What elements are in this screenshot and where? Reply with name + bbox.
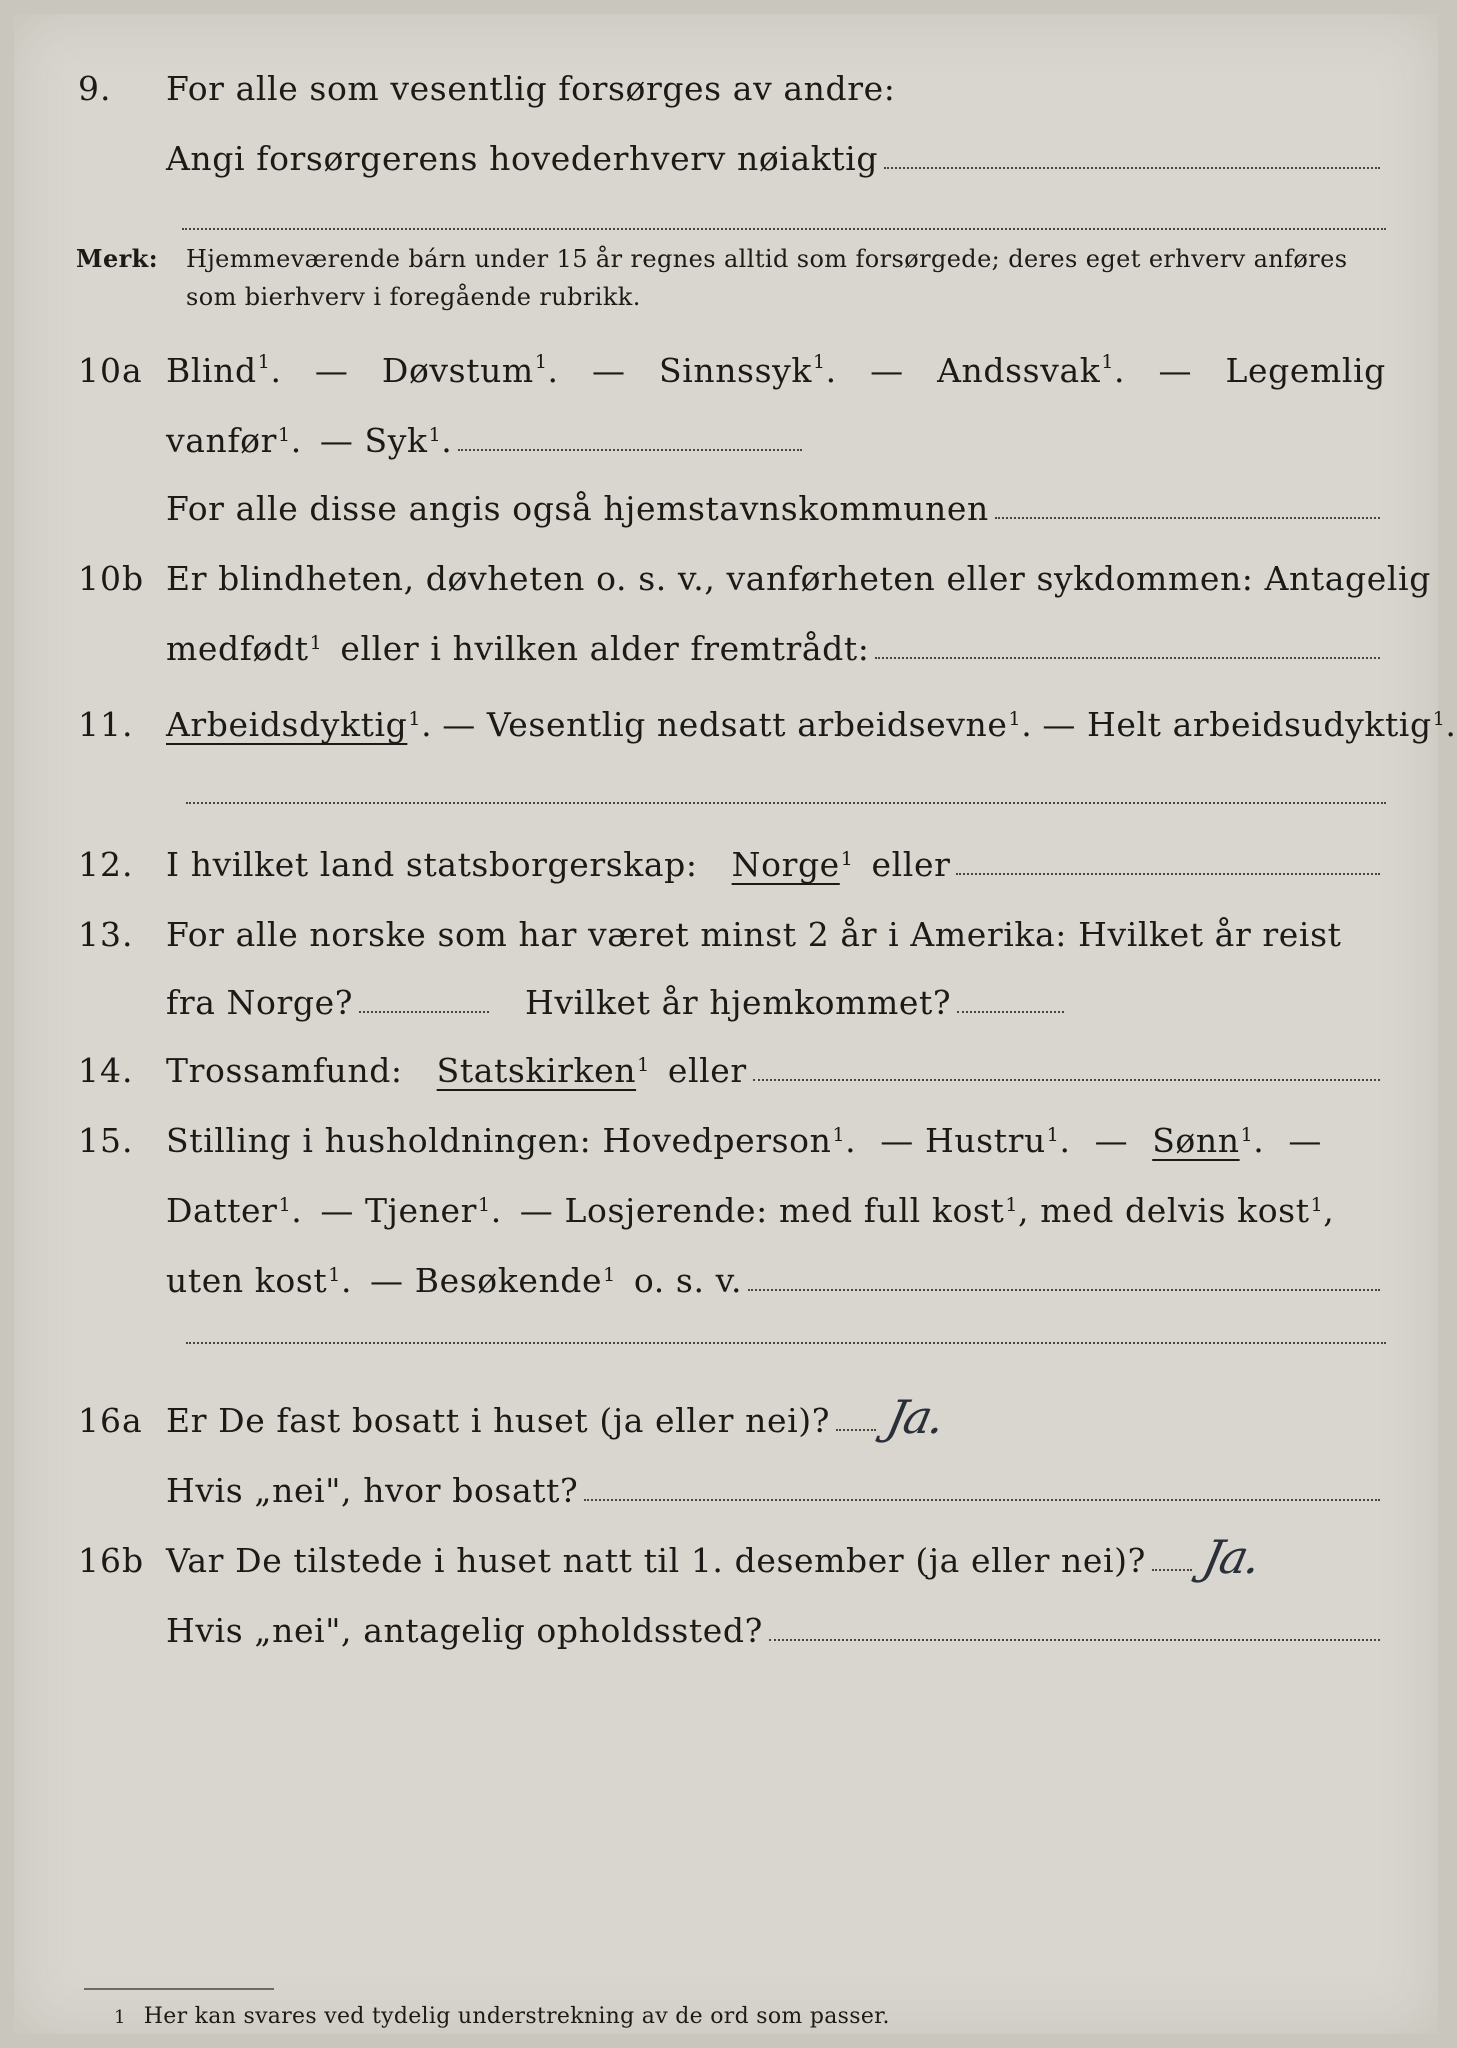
question-13-row [14,904,1438,964]
departure-year-field[interactable] [359,1009,489,1013]
option-tjener[interactable]: — Tjener [320,1191,477,1230]
handwritten-answer[interactable]: Ja. [1198,1530,1265,1584]
question-text: Hvis „nei", antagelig opholdssted? [166,1611,763,1650]
question-number: 13. [78,915,134,954]
question-10a-line-2: vanfør 1 . — Syk 1 . [14,410,1438,470]
question-number: 9. [78,69,112,108]
option-syk[interactable]: — Syk [319,421,428,460]
question-11-row: 11. Arbeidsdyktig 1 . — Vesentlig nedsatt arbeidsevne 1 . — Helt arbeidsudyktig 1 . [78,705,1457,744]
answer-field-extra-line[interactable] [182,226,1386,230]
question-text: For alle norske som har været minst 2 år i Amerika: Hvilket år reist [166,915,1342,954]
footnote-number: 1 [114,2007,126,2028]
question-number: 16a [78,1401,143,1440]
option-norge-selected[interactable]: Norge [731,845,840,884]
footnote-rule [84,1988,274,1990]
question-text: eller i hvilken alder fremtrådt: [340,629,870,668]
question-10a-line-3 [14,478,1438,538]
note-text: Hjemmeværende bárn under 15 år regnes alltid som forsørgede; deres eget erhverv anføres som bierhverv i foregående rubrikk. [186,245,1348,311]
question-9-row [14,58,1438,118]
question-text: fra Norge? [166,983,354,1022]
answer-field[interactable] [884,165,1380,169]
option-besokende[interactable]: — Besøkende [370,1261,603,1300]
option-datter[interactable]: Datter [166,1191,278,1230]
handwritten-answer[interactable]: Ja. [882,1390,949,1444]
question-14-row: 14. Trossamfund: Statskirken 1 eller [14,1040,1438,1100]
option-nedsatt-arbeidsevne[interactable]: — Vesentlig nedsatt arbeidsevne [442,705,1008,744]
question-10b-line-2: medfødt 1 eller i hvilken alder fremtrådt: [14,618,1438,678]
question-16b-line-2 [14,1600,1438,1660]
option-vanfor[interactable]: vanfør [166,421,278,460]
answer-field[interactable] [875,655,1380,659]
question-16a-line-2 [14,1460,1438,1520]
question-15-row: 15. Stilling i husholdningen: Hovedperson 1 . — Hustru 1 . — Sønn 1 . — [78,1121,1322,1160]
question-text: For alle disse angis også hjemstavnskommunen [166,489,989,528]
question-10a-row: 10a Blind$^1$. — Døvstum$^1$. — Sinnssyk$^1$. — Andssvak$^1$. — Legemlig [78,351,1386,390]
census-form-page [14,14,1457,2034]
question-9-line-2 [14,128,1438,188]
question-15-line-2: Datter 1 . — Tjener 1 . — Losjerende: med full kost 1 , med delvis kost 1 , [166,1191,1335,1230]
question-text: For alle som vesentlig forsørges av andre: [166,69,896,108]
note-block [76,240,1386,316]
question-16a-row [14,1390,1438,1450]
note-label: Merk: [76,244,158,273]
answer-field[interactable] [956,871,1380,875]
option-statskirken-selected[interactable]: Statskirken [436,1051,637,1090]
answer-field-extra-line[interactable] [186,1340,1386,1344]
question-text: Angi forsørgerens hovederhverv nøiaktig [166,139,879,178]
question-number: 16b [78,1541,145,1580]
question-number: 14. [78,1051,134,1090]
option-uten-kost[interactable]: uten kost [166,1261,328,1300]
option-legemlig[interactable]: Legemlig [1225,351,1386,390]
option-sinnssyk[interactable]: Sinnssyk [658,351,812,390]
return-year-field[interactable] [957,1009,1064,1013]
option-medfodt[interactable]: medfødt [166,629,309,668]
question-text: Er De fast bosatt i huset (ja eller nei)? [166,1401,830,1440]
option-arbeidsdyktig-selected[interactable]: Arbeidsdyktig [166,705,408,744]
question-number: 11. [78,705,134,744]
question-number: 10b [78,559,145,598]
answer-field[interactable] [1152,1567,1192,1571]
question-text: Var De tilstede i huset natt til 1. desember (ja eller nei)? [166,1541,1146,1580]
question-10b-row [14,548,1438,608]
answer-field[interactable] [458,447,802,451]
question-number: 12. [78,845,134,884]
option-full-kost[interactable]: — Losjerende: med full kost [519,1191,1005,1230]
question-16b-row [14,1530,1438,1590]
footnote [114,2004,890,2029]
question-text: Hvis „nei", hvor bosatt? [166,1471,579,1510]
option-andssvak[interactable]: Andssvak [937,351,1101,390]
option-delvis-kost[interactable]: , med delvis kost [1018,1191,1310,1230]
residence-field[interactable] [584,1497,1380,1501]
question-text: Hvilket år hjemkommet? [525,983,952,1022]
question-number: 10a [78,351,143,390]
option-blind[interactable]: Blind [166,351,257,390]
whereabouts-field[interactable] [769,1637,1380,1641]
option-dovstum[interactable]: Døvstum [381,351,534,390]
question-text: I hvilket land statsborgerskap: [166,845,698,884]
question-12-row: 12. I hvilket land statsborgerskap: Norge 1 eller [14,834,1438,894]
answer-field[interactable] [748,1287,1380,1291]
question-15-line-3: uten kost 1 . — Besøkende 1 o. s. v. [14,1250,1438,1310]
footnote-text: Her kan svares ved tydelig understrekning av de ord som passer. [143,2004,890,2029]
answer-field[interactable] [753,1077,1380,1081]
question-text: Er blindheten, døvheten o. s. v., vanførheten eller sykdommen: Antagelig [166,559,1431,598]
hjemstavn-field[interactable] [995,515,1380,519]
option-sonn-selected[interactable]: Sønn [1152,1121,1240,1160]
option-hustru[interactable]: — Hustru [880,1121,1046,1160]
answer-field-extra-line[interactable] [186,800,1386,804]
question-text: Trossamfund: [166,1051,403,1090]
option-arbeidsudyktig[interactable]: — Helt arbeidsudyktig [1042,705,1432,744]
option-hovedperson[interactable]: Stilling i husholdningen: Hovedperson [166,1121,832,1160]
answer-field[interactable] [836,1427,876,1431]
question-13-line-2 [14,972,1438,1032]
question-number: 15. [78,1121,134,1160]
